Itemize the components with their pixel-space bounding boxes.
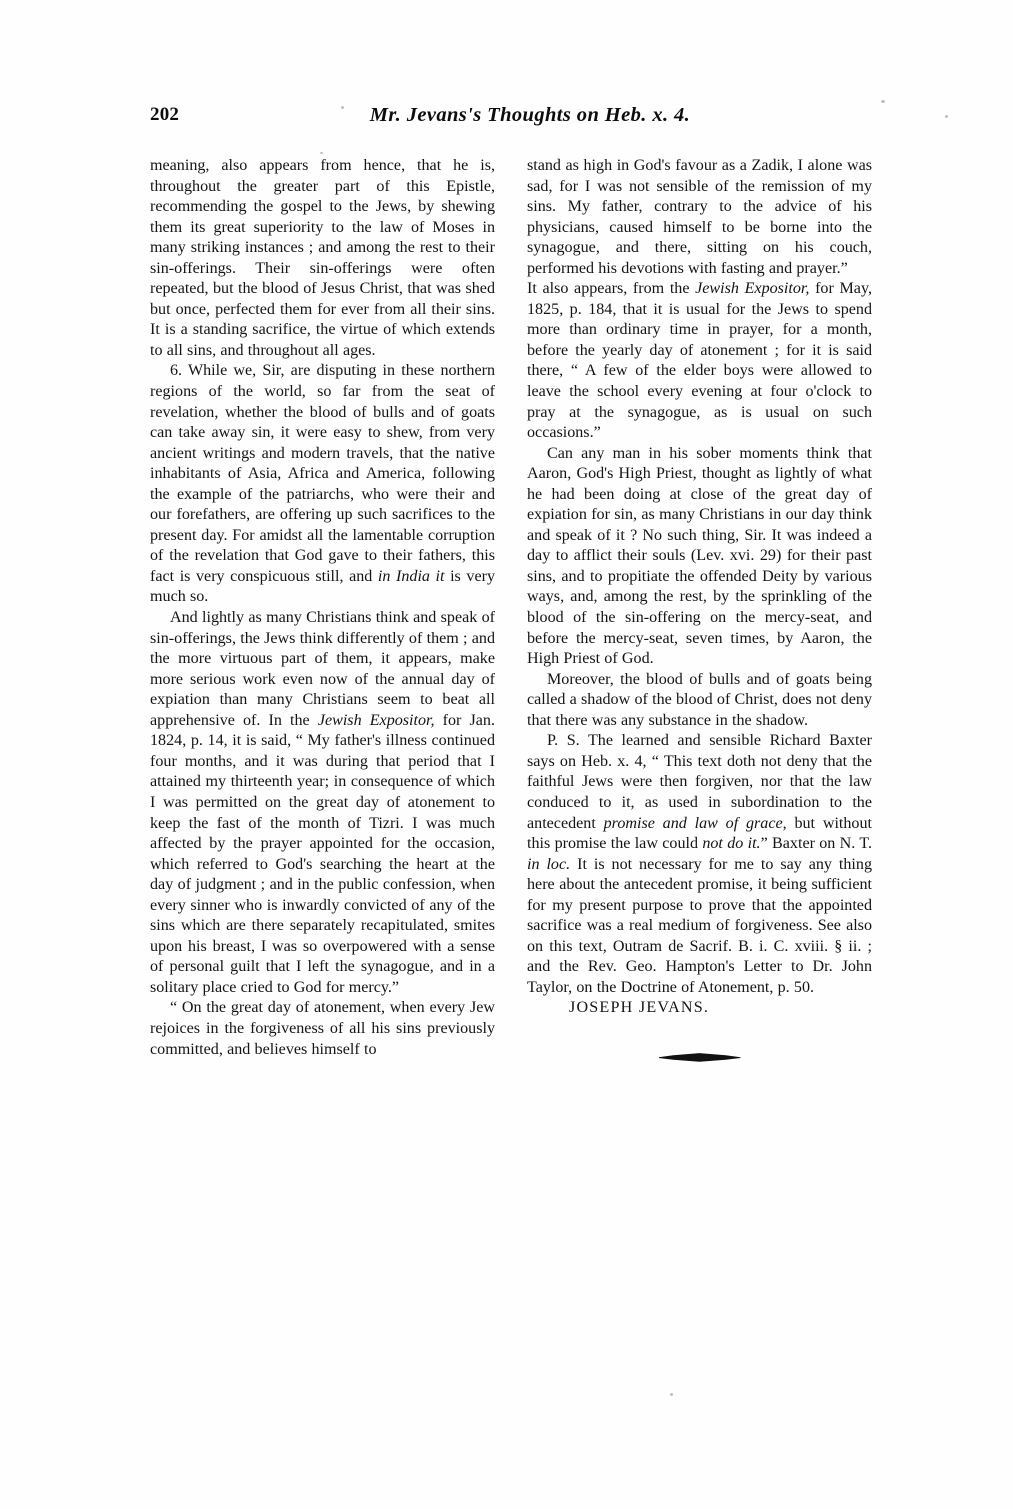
paragraph-moreover: Moreover, the blood of bulls and of goats being called a shadow of the blood of Christ, does not deny that there was any substance in the shadow. — [527, 670, 872, 729]
author-signature: JOSEPH JEVANS. — [569, 999, 710, 1017]
paragraph-can-any-man: Can any man in his sober moments think that Aaron, God's High Priest, thought as lightly of what he had been doing at close of the great day of expiation for sin, as many Christians in our day think and speak of it ? No such thing, Sir. It was indeed a day to afflict their souls (Lev. xvi. 29) for their past sins, and to propitiate the offended Deity by various ways, and, among the rest, by the sprinkling of the blood of the sin-offering on the mercy-seat, and before the mercy-seat, seven times, by Aaron, the High Priest of God. — [527, 444, 872, 668]
paragraph-text: It also appears, from the — [527, 280, 696, 298]
citation-jewish-expositor: Jewish Expositor, — [317, 711, 435, 729]
paragraph-text-tail: is very much so. — [150, 567, 495, 606]
paragraph-and-lightly — [150, 608, 495, 998]
paragraph-text-mid: but without this promise the law could — [527, 814, 872, 853]
scan-speckle — [881, 100, 885, 103]
paragraph-stand-as-high: stand as high in God's favour as a Zadik, I alone was sad, for I was not sensible of the remission of my sins. My father, contrary to the advice of his physicians, caused himself to be borne into the synagogue, and there, sitting on his couch, performed his devotions with fasting and prayer.” — [527, 157, 872, 277]
paragraph-text: 6. While we, Sir, are disputing in these northern regions of the world, so far from the seat of revelation, whether the blood of bulls and of goats can take away sin, it were easy to shew, from very ancient writings and modern travels, that the native inhabitants of Asia, Africa and America, following the example of the patriarchs, who were their and our forefathers, are offering up such sacrifices to the present day. For amidst all the lamentable corruption of the revelation that God gave to their fathers, this fact is very conspicuous still, and — [150, 362, 495, 585]
quotation-promise-law-of-grace: promise and law of grace, — [603, 814, 787, 832]
section-ornament-rule — [527, 1053, 872, 1067]
scan-speckle — [320, 152, 323, 154]
emphasis-in-india: in India it — [377, 567, 445, 585]
paragraph-text: P. S. The learned and sensible Richard Baxter says on Heb. x. 4, “ This text doth not deny that the faithful Jews were then forgiven, nor that the law conduced to it, as used in subordination to the antecedent — [527, 732, 872, 832]
citation-jewish-expositor: Jewish Expositor, — [695, 280, 810, 298]
paragraph-text-tail: for May, 1825, p. 184, that it is usual for the Jews to spend more than ordinary time in prayer, for a month, before the yearly day of atonement ; for it is said there, “ A few of the elder boys were allowed to leave the school every evening at four o'clock to pray at the synagogue, as is usual on such occasions.” — [527, 280, 872, 442]
scan-speckle — [341, 106, 344, 109]
paragraph-text-after: ” Baxter on N. T. — [760, 835, 873, 853]
paragraph-text-tail: for Jan. 1824, p. 14, it is said, “ My father's illness continued four months, and it was during that period that I attained my thirteenth year; in consequence of which I was permitted on the great day of atonement to keep the fast of the month of Tizri. I was much affected by the prayer appointed for the occasion, which referred to God's searching the heart at the day of judgment ; and in the public confession, when every sinner who is inwardly convicted of any of the sins which are there separately recapitulated, smites upon his breast, I was so overpowered with a sense of personal guilt that I left the synagogue, and in a solitary place cried to God for mercy.” — [150, 711, 495, 996]
paragraph-it-also-appears — [527, 279, 872, 443]
column-right — [527, 156, 872, 1067]
running-head-title: Mr. Jevans's Thoughts on Heb. x. 4. — [369, 104, 691, 126]
paragraph-section-six — [150, 361, 495, 608]
column-left — [150, 156, 495, 1060]
citation-in-loc: in loc. — [527, 855, 571, 873]
paragraph-text: And lightly as many Christians think and speak of sin-offerings, the Jews think differently of them ; and the more virtuous part of them, it appears, make more serious work even now of the annual day of expiation than many Christians seem to beat all apprehensive of. In the — [150, 609, 495, 729]
diamond-rule-icon — [659, 1053, 741, 1062]
paragraph-postscript — [527, 731, 872, 998]
paragraph-text-end: It is not necessary for me to say any thing here about the antecedent promise, it being sufficient for my present purpose to prove that the appointed sacrifice was a real medium of forgiveness. See also on this text, Outram de Sacrif. B. i. C. xviii. § ii. ; and the Rev. Geo. Hampton's Letter to Dr. John Taylor, on the Doctrine of Atonement, p. 50. — [527, 855, 872, 996]
paragraph-meaning: meaning, also appears from hence, that he is, throughout the greater part of this Epistle, recommending the gospel to the Jews, by shewing them its great superiority to the law of Moses in many striking instances ; and among the rest to their sin-offerings. Their sin-offerings were often repeated, but the blood of Jesus Christ, that was shed but once, perfected them for ever from all their sins. It is a standing sacrifice, the virtue of which extends to all sins, and throughout all ages. — [150, 157, 495, 359]
page-folio-number: 202 — [150, 104, 180, 125]
running-head — [150, 104, 870, 138]
scan-speckle — [945, 115, 948, 118]
paragraph-on-the-great-day: “ On the great day of atonement, when every Jew rejoices in the forgiveness of all his sins previously committed, and believes himself to — [150, 999, 495, 1058]
quotation-not-do-it: not do it. — [702, 835, 761, 853]
scan-speckle — [670, 1393, 673, 1396]
